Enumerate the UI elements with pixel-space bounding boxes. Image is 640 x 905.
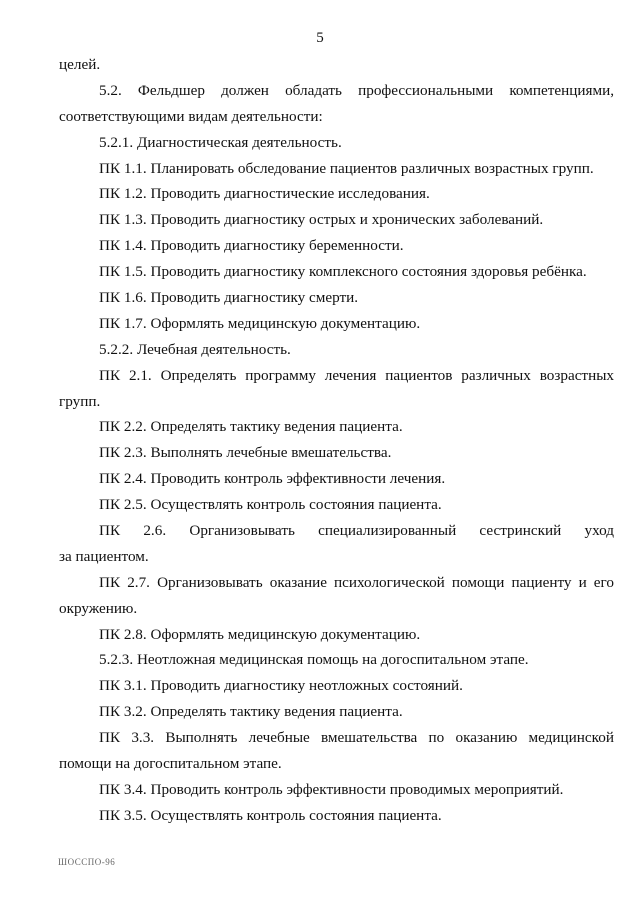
- text-line: ПК 2.7. Организовывать оказание психологической помощи пациенту и его: [99, 573, 614, 591]
- text-line: ПК 1.7. Оформлять медицинскую документацию.: [99, 314, 421, 332]
- text-line: окружению.: [59, 599, 138, 617]
- text-line: 5.2. Фельдшер должен обладать профессиональными компетенциями,: [99, 81, 614, 99]
- text-line: ПК 1.1. Планировать обследование пациентов различных возрастных групп.: [99, 159, 594, 177]
- text-line: 5.2.1. Диагностическая деятельность.: [99, 133, 342, 151]
- text-line: ПК 3.1. Проводить диагностику неотложных состояний.: [99, 677, 463, 695]
- text-line: ПК 1.3. Проводить диагностику острых и хронических заболеваний.: [99, 211, 544, 229]
- text-line: ПК 2.8. Оформлять медицинскую документацию.: [99, 625, 421, 643]
- text-line: ПК 3.5. Осуществлять контроль состояния пациента.: [99, 806, 442, 824]
- text-line: групп.: [59, 392, 101, 410]
- text-line: ПК 1.5. Проводить диагностику комплексного состояния здоровья ребёнка.: [99, 263, 587, 281]
- text-line: ПК 1.4. Проводить диагностику беременности.: [99, 237, 404, 255]
- text-line: ПК 1.2. Проводить диагностические исследования.: [99, 185, 430, 203]
- text-line: ПК 3.4. Проводить контроль эффективности проводимых мероприятий.: [99, 780, 564, 798]
- text-line: за пациентом.: [59, 547, 149, 565]
- page-number: 5: [316, 30, 324, 46]
- text-line: ПК 2.6. Организовывать специализированный сестринский уход: [99, 522, 614, 540]
- text-line: ПК 2.3. Выполнять лечебные вмешательства.: [99, 444, 392, 462]
- text-line: ПК 2.4. Проводить контроль эффективности лечения.: [99, 470, 446, 488]
- text-line: ПК 3.2. Определять тактику ведения пациента.: [99, 703, 403, 721]
- document-body: [59, 52, 614, 829]
- text-line: ПК 1.6. Проводить диагностику смерти.: [99, 289, 359, 307]
- text-line: 5.2.3. Неотложная медицинская помощь на догоспитальном этапе.: [99, 651, 529, 669]
- text-line: ПК 2.2. Определять тактику ведения пациента.: [99, 418, 403, 436]
- text-line: соответствующими видам деятельности:: [59, 107, 323, 125]
- text-line: помощи на догоспитальном этапе.: [59, 755, 282, 773]
- text-line: ПК 2.5. Осуществлять контроль состояния пациента.: [99, 496, 442, 514]
- text-line: 5.2.2. Лечебная деятельность.: [99, 340, 291, 358]
- text-line: ПК 2.1. Определять программу лечения пациентов различных возрастных: [99, 366, 614, 384]
- text-line: ПК 3.3. Выполнять лечебные вмешательства по оказанию медицинской: [99, 729, 614, 747]
- footer-mark: ШОССПО-96: [58, 857, 116, 867]
- text-line: целей.: [59, 56, 101, 73]
